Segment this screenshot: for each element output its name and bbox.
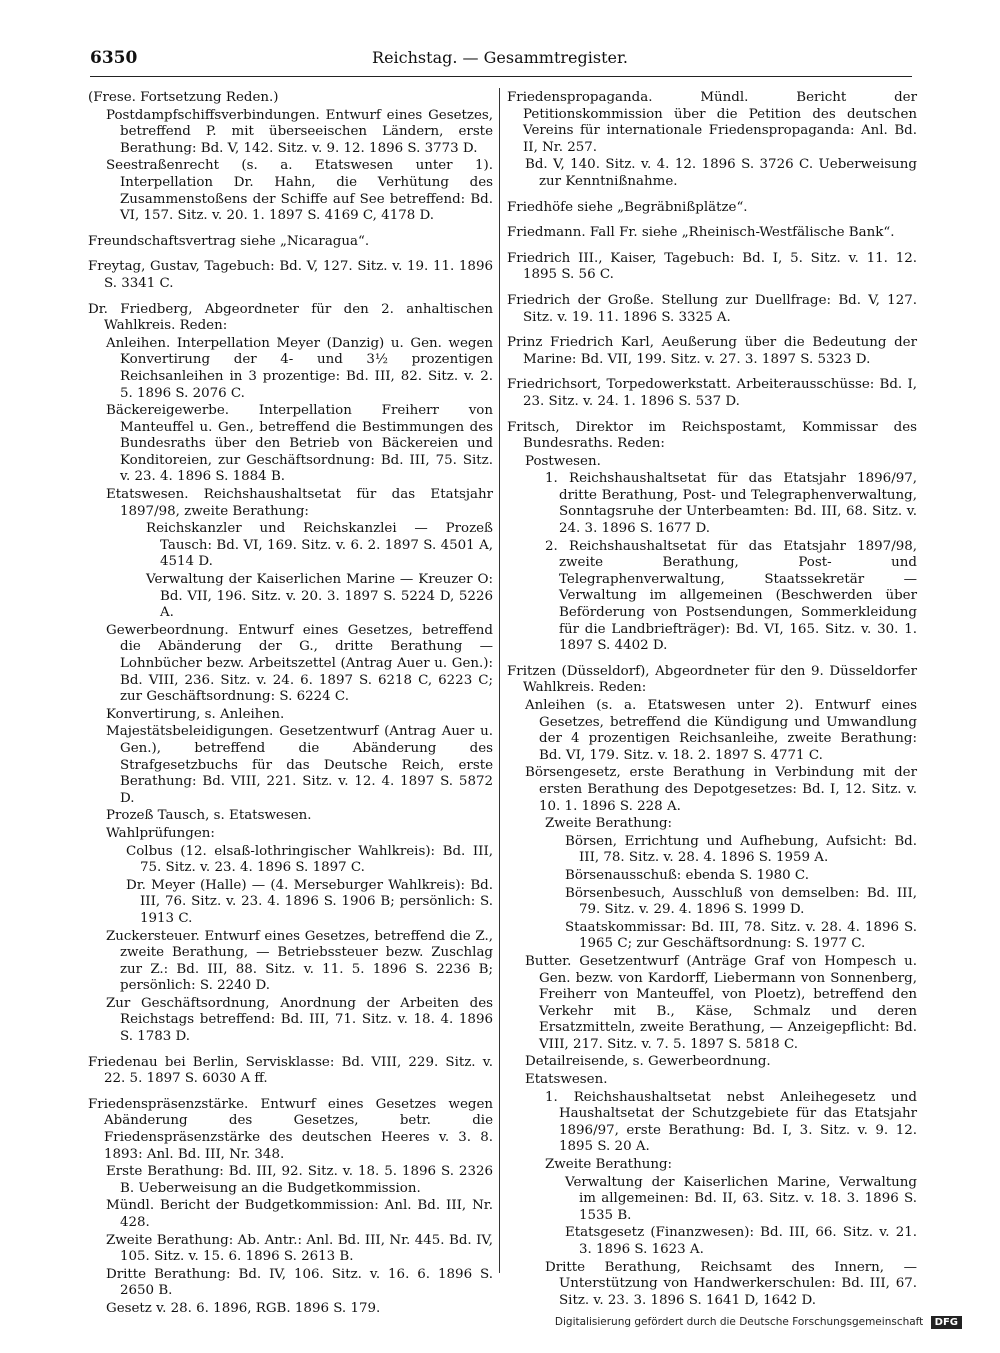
entry-subline: Detailreisende, s. Gewerbeordnung. — [525, 1054, 771, 1070]
entry-heading: (Frese. Fortsetzung Reden.) — [88, 90, 279, 105]
page-number: 6350 — [90, 48, 138, 68]
entry-subline: Postwesen. — [525, 453, 601, 469]
entry-subline: Anleihen (s. a. Etatswesen unter 2). Entwurf eines Gesetzes, betreffend die Kündigung und Umwandlung der 4 prozentigen Reichsanleihe, zweite Berathung: Bd. VI, 179. Sitz. v. 18. 2. 1897 S. 4771 C. — [525, 698, 917, 763]
page-header — [90, 48, 910, 72]
entry-subline: Prozeß Tausch, s. Etatswesen. — [106, 808, 312, 824]
entry-heading: Fritzen (Düsseldorf), Abgeordneter für den 9. Düsseldorfer Wahlkreis. Reden: — [507, 663, 917, 696]
entry-heading: Fritsch, Direktor im Reichspostamt, Kommissar des Bundesraths. Reden: — [507, 419, 917, 452]
entry-subline: Butter. Gesetzentwurf (Anträge Graf von Hompesch u. Gen. bezw. von Kardorff, Liebermann von Sonnenberg, Freiherr von Manteuffel, von Ploetz), betreffend den Verkehr mit B., Käse, Schmalz und deren Ersatzmitteln, zweite Berathung, — Anzeigepflicht: Bd. VIII, 217. Sitz. v. 7. 5. 1897 S. 5818 C. — [525, 953, 917, 1052]
entry-subline: 1. Reichshaushaltsetat für das Etatsjahr 1896/97, dritte Berathung, Post- und Telegraphenverwaltung, Sonntagsruhe der Unterbeamten: Bd. III, 68. Sitz. v. 24. 3. 1896 S. 1677 D. — [545, 471, 917, 537]
left-column — [88, 90, 493, 1327]
entry-subline: Zuckersteuer. Entwurf eines Gesetzes, betreffend die Z., zweite Berathung, — Betriebssteuer bezw. Zuschlag zur Z.: Bd. III, 88. Sitz. v. 11. 5. 1896 S. 2236 B; persönlich: S. 2240 D. — [106, 928, 493, 994]
entry-heading: Friedmann. Fall Fr. siehe „Rheinisch-Westfälische Bank“. — [507, 225, 895, 241]
header-rule — [90, 76, 912, 77]
index-entry — [507, 200, 917, 217]
index-entry — [88, 1055, 493, 1088]
right-column — [507, 90, 917, 1318]
entry-heading: Friedenau bei Berlin, Servisklasse: Bd. VIII, 229. Sitz. v. 22. 5. 1897 S. 6030 A ff. — [88, 1054, 493, 1087]
entry-subline: Seestraßenrecht (s. a. Etatswesen unter 1). Interpellation Dr. Hahn, die Verhütung des Zusammenstoßens der Schiffe auf See betreffend: Bd. VI, 157. Sitz. v. 20. 1. 1897 S. 4169 C, 4178 D. — [106, 158, 493, 224]
entry-subline: Mündl. Bericht der Budgetkommission: Anl. Bd. III, Nr. 428. — [106, 1198, 493, 1230]
index-entry — [507, 420, 917, 655]
entry-subline: Börsen, Errichtung und Aufhebung, Aufsicht: Bd. III, 78. Sitz. v. 28. 4. 1896 S. 1959 A. — [565, 833, 917, 866]
entry-heading: Friedrich III., Kaiser, Tagebuch: Bd. I, 5. Sitz. v. 11. 12. 1895 S. 56 C. — [507, 250, 917, 283]
index-entry — [507, 90, 917, 191]
entry-subline: Dr. Meyer (Halle) — (4. Merseburger Wahlkreis): Bd. III, 76. Sitz. v. 23. 4. 1896 S. 1906 B; persönlich: S. 1913 C. — [126, 877, 493, 926]
entry-subline: Bäckereigewerbe. Interpellation Freiherr von Manteuffel u. Gen., betreffend die Bestimmungen des Bundesraths über den Betrieb von Bäckereien und Konditoreien, zur Geschäftsordnung: Bd. III, 75. Sitz. v. 23. 4. 1896 S. 1884 B. — [106, 403, 493, 485]
entry-subline: Dritte Berathung, Reichsamt des Innern, — Unterstützung von Handwerkerschulen: Bd. III, 67. Sitz. v. 23. 3. 1896 S. 1641 D, 1642 D. — [545, 1259, 917, 1308]
entry-subline: Etatswesen. — [525, 1072, 608, 1088]
entry-subline: Erste Berathung: Bd. III, 92. Sitz. v. 18. 5. 1896 S. 2326 B. Ueberweisung an die Budgetkommission. — [106, 1164, 493, 1196]
entry-subline: Colbus (12. elsaß-lothringischer Wahlkreis): Bd. III, 75. Sitz. v. 23. 4. 1896 S. 1897 C. — [126, 843, 493, 876]
footer-credit — [555, 1316, 962, 1329]
index-entry — [88, 1097, 493, 1318]
index-entry — [507, 293, 917, 326]
entry-subline: 1. Reichshaushaltsetat nebst Anleihegesetz und Haushaltsetat der Schutzgebiete für das Etatsjahr 1896/97, erste Berathung: Bd. I, 3. Sitz. v. 9. 12. 1895 S. 20 A. — [545, 1089, 917, 1155]
entry-subline: 2. Reichshaushaltsetat für das Etatsjahr 1897/98, zweite Berathung, Post- und Telegraphenverwaltung, Staatssekretär — Verwaltung im allgemeinen (Beschwerden über Beförderung von Postsendungen, Sommerkleidung für die Landbriefträger): Bd. VI, 165. Sitz. v. 30. 1. 1897 S. 4402 D. — [545, 538, 917, 654]
index-entry — [88, 302, 493, 1046]
index-entry — [507, 251, 917, 284]
index-entry — [507, 664, 917, 1310]
entry-subline: Dritte Berathung: Bd. IV, 106. Sitz. v. 16. 6. 1896 S. 2650 B. — [106, 1266, 493, 1299]
entry-heading: Friedenspräsenzstärke. Entwurf eines Gesetzes wegen Abänderung des Gesetzes, betr. die Friedenspräsenzstärke des deutschen Heeres v. 3. 8. 1893: Anl. Bd. III, Nr. 348. — [88, 1096, 493, 1162]
entry-subline: Börsengesetz, erste Berathung in Verbindung mit der ersten Berathung des Depotgesetzes: Bd. I, 12. Sitz. v. 10. 1. 1896 S. 228 A. — [525, 765, 917, 814]
entry-subline: Zweite Berathung: — [545, 1157, 673, 1173]
dfg-logo: DFG — [931, 1316, 962, 1329]
entry-subline: Zweite Berathung: Ab. Antr.: Anl. Bd. III, Nr. 445. Bd. IV, 105. Sitz. v. 15. 6. 1896 S. 2613 B. — [106, 1232, 493, 1265]
entry-subline: Etatsgesetz (Finanzwesen): Bd. III, 66. Sitz. v. 21. 3. 1896 S. 1623 A. — [565, 1225, 917, 1257]
entry-heading: Friedrich der Große. Stellung zur Duellfrage: Bd. V, 127. Sitz. v. 19. 11. 1896 S. 3325 A. — [507, 292, 917, 325]
entry-heading: Dr. Friedberg, Abgeordneter für den 2. anhaltischen Wahlkreis. Reden: — [88, 301, 493, 334]
entry-subline: Etatswesen. Reichshaushaltsetat für das Etatsjahr 1897/98, zweite Berathung: — [106, 487, 493, 519]
index-entry — [507, 335, 917, 368]
index-entry — [507, 225, 917, 242]
entry-subline: Bd. V, 140. Sitz. v. 4. 12. 1896 S. 3726 C. Ueberweisung zur Kenntnißnahme. — [525, 157, 917, 189]
entry-subline: Konvertirung, s. Anleihen. — [106, 706, 285, 722]
entry-subline: Reichskanzler und Reichskanzlei — Prozeß Tausch: Bd. VI, 169. Sitz. v. 6. 2. 1897 S. 4501 A, 4514 D. — [146, 521, 493, 570]
footer-text: Digitalisierung gefördert durch die Deutsche Forschungsgemeinschaft — [554, 1316, 924, 1328]
entry-subline: Zweite Berathung: — [545, 816, 673, 832]
entry-heading: Friedenspropaganda. Mündl. Bericht der Petitionskommission über die Petition des deutschen Vereins für internationale Friedenspropaganda: Anl. Bd. II, Nr. 257. — [507, 90, 917, 155]
index-entry — [507, 377, 917, 410]
entry-heading: Friedrichsort, Torpedowerkstatt. Arbeiterausschüsse: Bd. I, 23. Sitz. v. 24. 1. 1896 S. 537 D. — [507, 377, 917, 409]
entry-subline: Zur Geschäftsordnung, Anordnung der Arbeiten des Reichstags betreffend: Bd. III, 71. Sitz. v. 18. 4. 1896 S. 1783 D. — [106, 995, 493, 1045]
entry-subline: Börsenbesuch, Ausschluß von demselben: Bd. III, 79. Sitz. v. 29. 4. 1896 S. 1999 D. — [565, 885, 917, 918]
entry-subline: Gesetz v. 28. 6. 1896, RGB. 1896 S. 179. — [106, 1300, 381, 1316]
entry-subline: Staatskommissar: Bd. III, 78. Sitz. v. 28. 4. 1896 S. 1965 C; zur Geschäftsordnung: S. 1977 C. — [565, 919, 917, 952]
entry-heading: Freundschaftsvertrag siehe „Nicaragua“. — [88, 233, 370, 249]
index-entry — [88, 234, 493, 251]
entry-subline: Börsenausschuß: ebenda S. 1980 C. — [565, 867, 809, 883]
entry-subline: Majestätsbeleidigungen. Gesetzentwurf (Antrag Auer u. Gen.), betreffend die Abänderung des Strafgesetzbuchs für das Deutsche Reich, erste Berathung: Bd. VIII, 221. Sitz. v. 12. 4. 1897 S. 5872 D. — [106, 724, 493, 806]
entry-subline: Anleihen. Interpellation Meyer (Danzig) u. Gen. wegen Konvertirung der 4- und 3½ prozentigen Reichsanleihen in 3 prozentige: Bd. III, 82. Sitz. v. 2. 5. 1896 S. 2076 C. — [106, 335, 493, 401]
entry-subline: Postdampfschiffsverbindungen. Entwurf eines Gesetzes, betreffend P. mit überseeischen Ländern, erste Berathung: Bd. V, 142. Sitz. v. 9. 12. 1896 S. 3773 D. — [106, 107, 493, 156]
entry-subline: Wahlprüfungen: — [106, 825, 215, 841]
entry-subline: Gewerbeordnung. Entwurf eines Gesetzes, betreffend die Abänderung der G., dritte Berathung — Lohnbücher bezw. Arbeitszettel (Antrag Auer u. Gen.): Bd. VIII, 236. Sitz. v. 24. 6. 1897 S. 6218 C, 6223 C; zur Geschäftsordnung: S. 6224 C. — [106, 622, 493, 705]
entry-heading: Friedhöfe siehe „Begräbnißplätze“. — [507, 199, 748, 215]
entry-heading: Prinz Friedrich Karl, Aeußerung über die Bedeutung der Marine: Bd. VII, 199. Sitz. v. 27. 3. 1897 S. 5323 D. — [507, 335, 917, 367]
running-title: Reichstag. — Gesammtregister. — [372, 48, 628, 67]
entry-subline: Verwaltung der Kaiserlichen Marine — Kreuzer O: Bd. VII, 196. Sitz. v. 20. 3. 1897 S. 5224 D, 5226 A. — [146, 572, 493, 621]
entry-subline: Verwaltung der Kaiserlichen Marine, Verwaltung im allgemeinen: Bd. II, 63. Sitz. v. 18. 3. 1896 S. 1535 B. — [565, 1174, 917, 1223]
index-entry — [88, 90, 493, 225]
entry-heading: Freytag, Gustav, Tagebuch: Bd. V, 127. Sitz. v. 19. 11. 1896 S. 3341 C. — [88, 259, 493, 291]
column-divider — [499, 88, 500, 1273]
index-entry — [88, 259, 493, 292]
